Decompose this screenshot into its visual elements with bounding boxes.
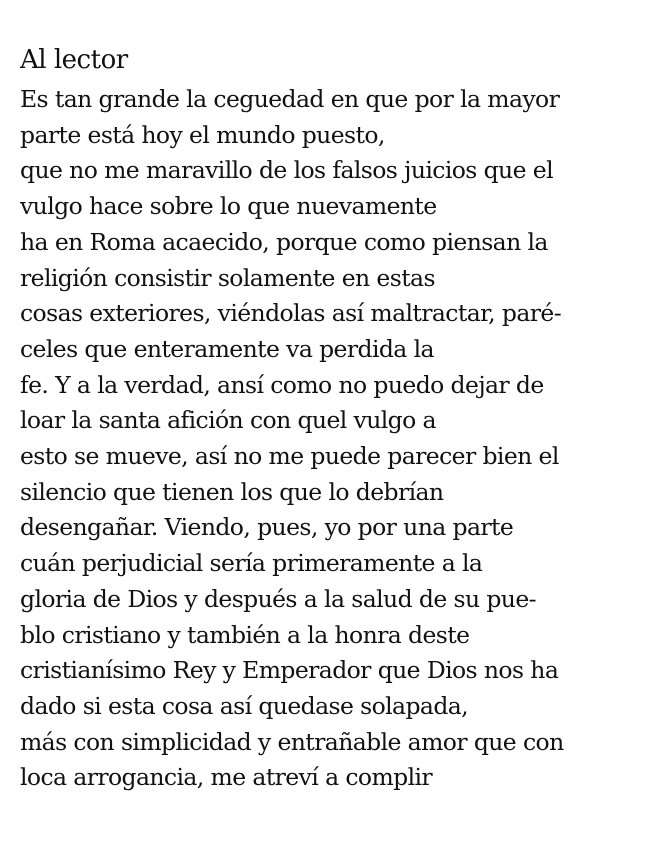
document-heading: Al lector <box>20 45 128 75</box>
text-line: silencio que tienen los que lo debrían <box>20 477 444 506</box>
text-line: Es tan grande la ceguedad en que por la mayor <box>20 85 560 113</box>
text-line: cristianísimo Rey y Emperador que Dios nos ha <box>20 656 559 685</box>
text-line: que no me maravillo de los falsos juicios que el <box>20 156 553 185</box>
text-line: celes que enteramente va perdida la <box>20 334 434 363</box>
text-line: fe. Y a la verdad, ansí como no puedo dejar de <box>20 370 544 399</box>
text-line: dado si esta cosa así quedase solapada, <box>20 691 469 720</box>
text-line: cosas exteriores, viéndolas así maltractar, paré- <box>20 299 562 328</box>
text-line: gloria de Dios y después a la salud de su pue- <box>20 584 536 613</box>
text-line: más con simplicidad y entrañable amor que con <box>20 727 564 756</box>
text-line: loca arrogancia, me atreví a complir <box>20 763 433 792</box>
text-line: religión consistir solamente en estas <box>20 263 435 292</box>
text-line: desengañar. Viendo, pues, yo por una parte <box>20 513 514 542</box>
text-line: esto se mueve, así no me puede parecer bien el <box>20 442 559 471</box>
text-line: blo cristiano y también a la honra deste <box>20 620 470 649</box>
text-line: vulgo hace sobre lo que nuevamente <box>20 192 437 221</box>
text-line: loar la santa afición con quel vulgo a <box>20 406 436 435</box>
text-line: ha en Roma acaecido, porque como piensan la <box>20 227 548 256</box>
document-page <box>20 40 640 796</box>
text-line: cuán perjudicial sería primeramente a la <box>20 549 483 578</box>
text-line: parte está hoy el mundo puesto, <box>20 120 385 149</box>
document-body <box>20 82 640 796</box>
